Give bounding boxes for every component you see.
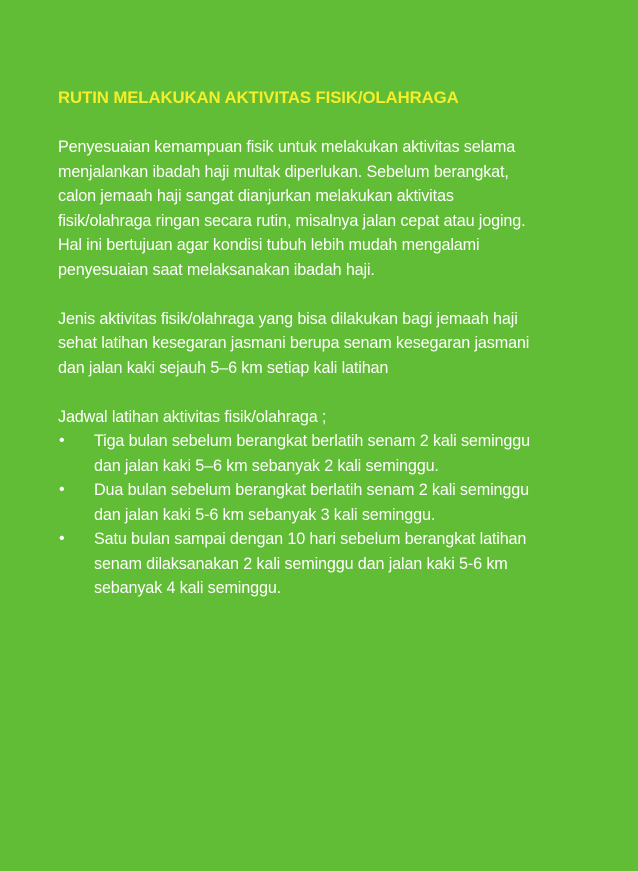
bullet-icon: • [59,432,65,449]
schedule-item-text: Dua bulan sebelum berangkat berlatih senam 2 kali seminggu dan jalan kaki 5-6 km sebanyak 3 kali seminggu. [94,481,529,524]
bullet-icon: • [59,481,65,498]
schedule-list [58,429,548,601]
schedule-intro: Jadwal latihan aktivitas fisik/olahraga ; [58,407,327,426]
schedule-item-three-months [58,429,548,478]
schedule-item-text: Tiga bulan sebelum berangkat berlatih senam 2 kali seminggu dan jalan kaki 5–6 km sebanyak 2 kali seminggu. [94,432,530,475]
schedule-item-two-months [58,478,548,527]
content-block [58,86,548,601]
section-title: RUTIN MELAKUKAN AKTIVITAS FISIK/OLAHRAGA [58,88,459,107]
activity-types-paragraph: Jenis aktivitas fisik/olahraga yang bisa dilakukan bagi jemaah haji sehat latihan kesegaran jasmani berupa senam kesegaran jasmani dan jalan kaki sejauh 5–6 km setiap kali latihan [58,309,530,377]
schedule-item-one-month [58,527,548,601]
schedule-item-text: Satu bulan sampai dengan 10 hari sebelum berangkat latihan senam dilaksanakan 2 kali seminggu dan jalan kaki 5-6 km sebanyak 4 kali seminggu. [94,530,527,597]
intro-paragraph: Penyesuaian kemampuan fisik untuk melakukan aktivitas selama menjalankan ibadah haji multak diperlukan. Sebelum berangkat, calon jemaah haji sangat dianjurkan melakukan aktivitas fisik/olahraga ringan secara rutin, misalnya jalan cepat atau joging. Hal ini bertujuan agar kondisi tubuh lebih mudah mengalami penyesuaian saat melaksanakan ibadah haji. [58,138,526,279]
bullet-icon: • [59,530,65,547]
